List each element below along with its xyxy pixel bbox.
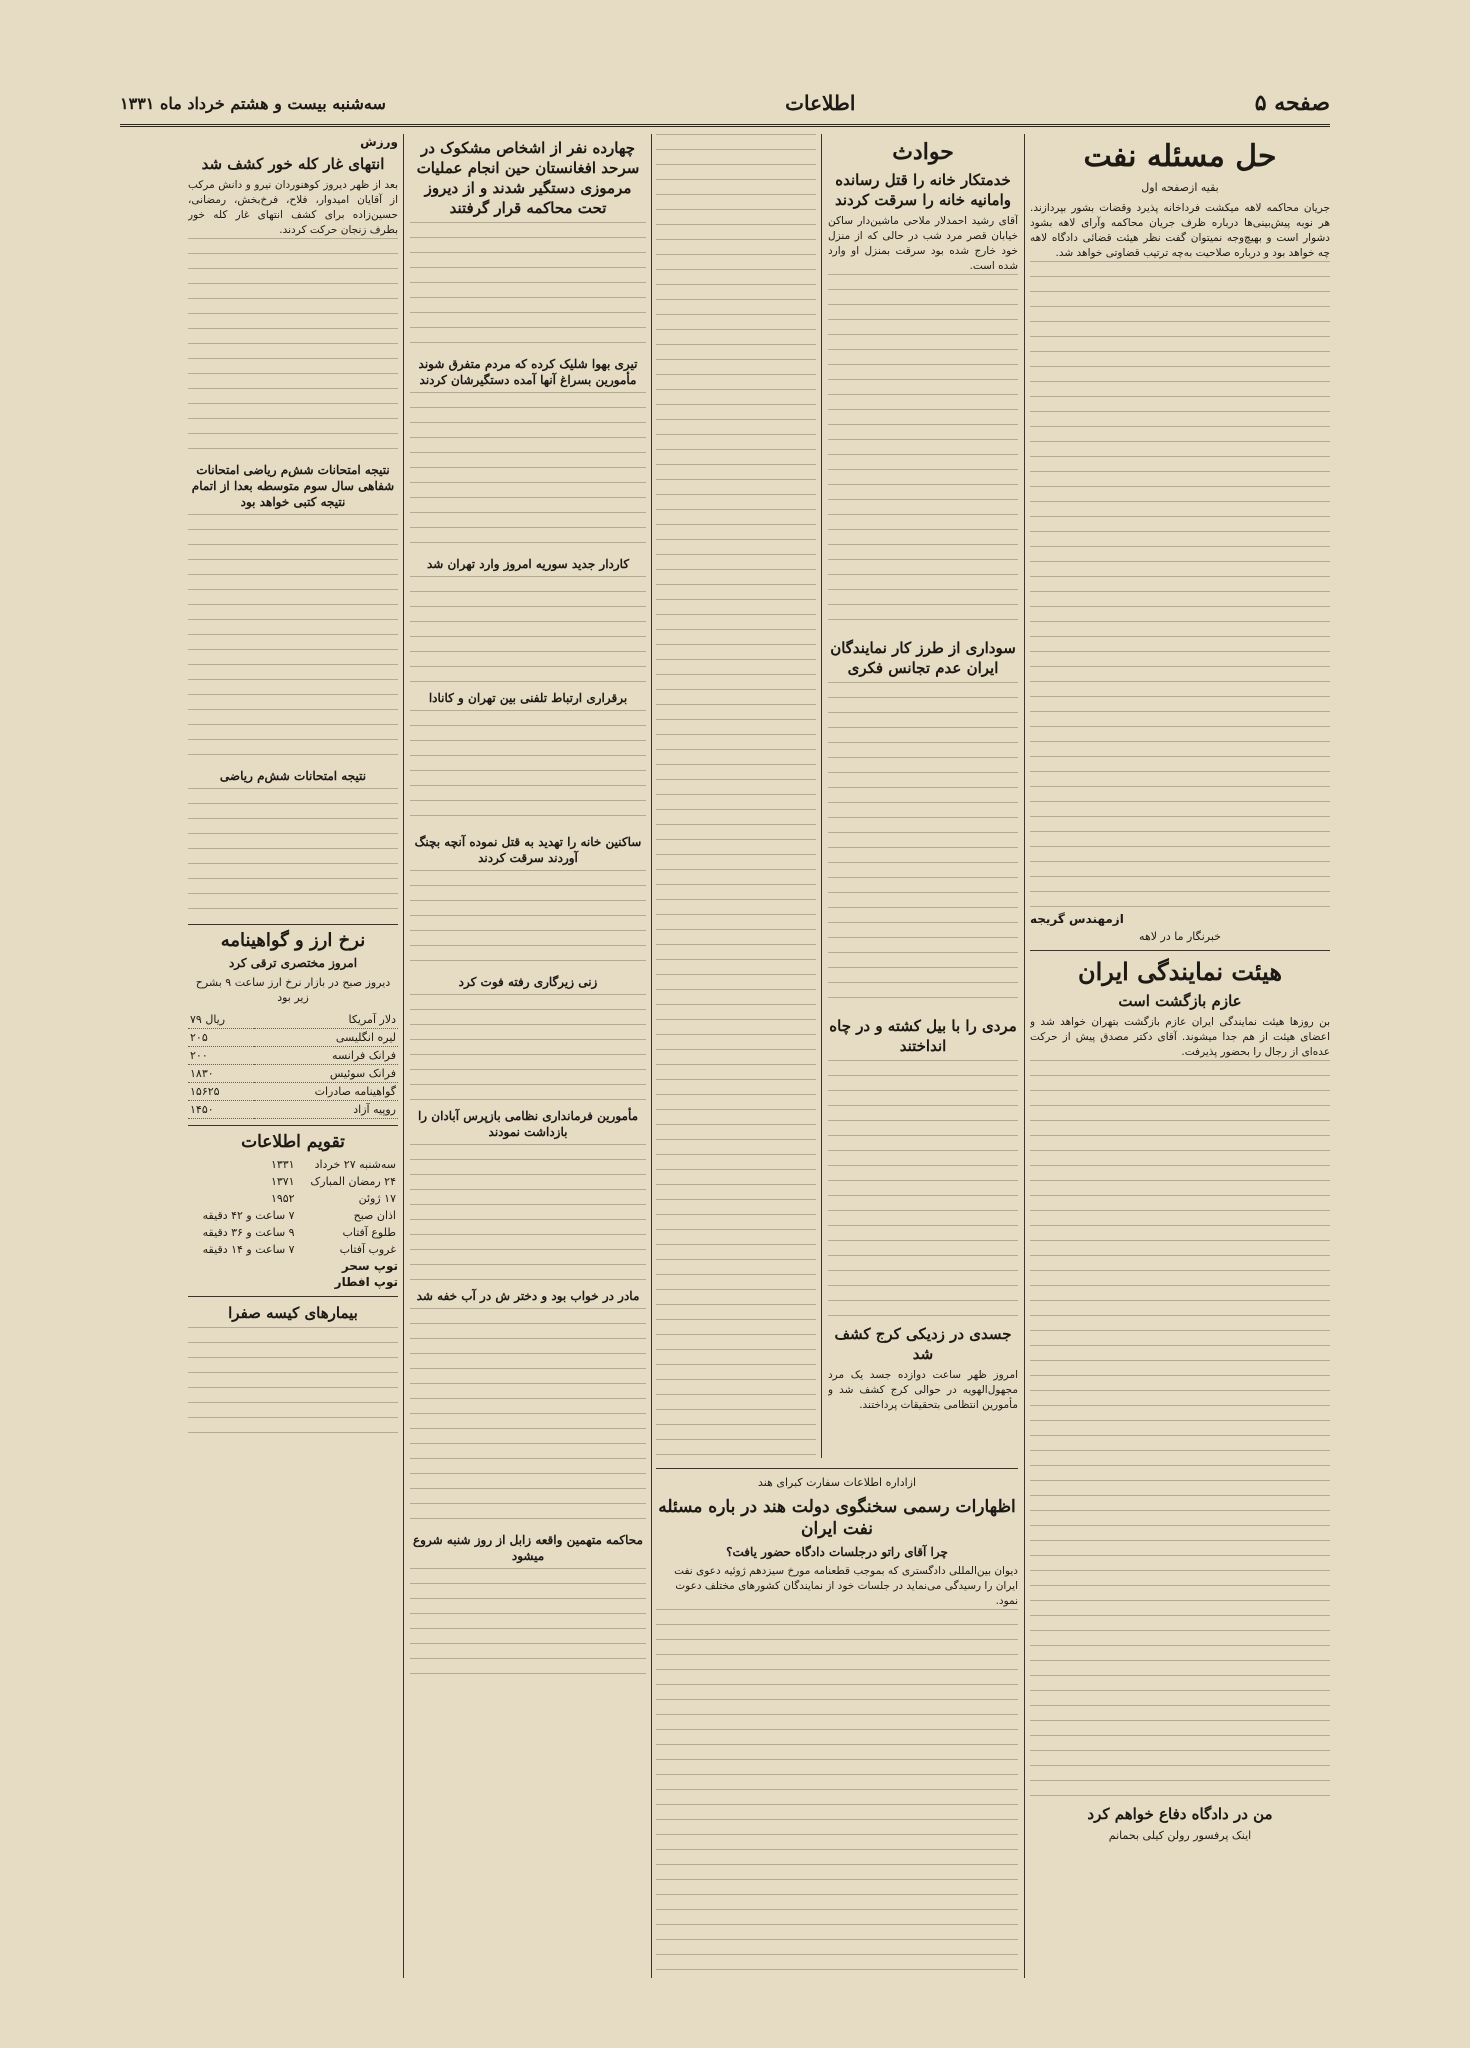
headline-oil: حل مسئله نفت — [1083, 139, 1277, 174]
calendar-row — [188, 1207, 398, 1224]
rate-row-label: گواهینامه صادرات — [254, 1083, 398, 1101]
rate-row — [188, 1065, 398, 1083]
article-text-block — [188, 514, 398, 764]
rate-row-label: لیره انگلیسی — [254, 1029, 398, 1047]
rate-row-value: ۱۵۶۲۵ — [188, 1083, 254, 1101]
subheadline-rao: چرا آقای راتو درجلسات دادگاه حضور یافت؟ — [726, 1545, 948, 1559]
rate-row-value: ۱۸۳۰ — [188, 1065, 254, 1083]
headline-cart: زنی زیرگاری رفته فوت کرد — [458, 975, 598, 989]
headline-delegation: هیئت نمایندگی ایران — [1077, 957, 1283, 986]
byline-sub: خبرنگار ما در لاهه — [1139, 930, 1221, 943]
article-text-block — [188, 1327, 398, 1437]
column-sports-rates — [188, 134, 398, 1978]
calendar-row-value: ۷ ساعت و ۴۲ دقیقه — [202, 1209, 295, 1222]
column-continuation — [656, 134, 816, 1458]
article-text-block — [410, 1568, 646, 1688]
article-text-block — [1030, 261, 1330, 911]
article-text-block — [410, 576, 646, 686]
rate-row-value: ۱۴۵۰ — [188, 1101, 254, 1119]
rates-note: دیروز صبح در بازار نرخ ارز ساعت ۹ بشرح زیر بود — [195, 976, 391, 1004]
article-text-block — [188, 238, 398, 458]
rate-row-label: روپیه آزاد — [254, 1101, 398, 1119]
continued-note: بقیه ازصفحه اول — [1141, 181, 1219, 194]
rate-row-label: فرانک فرانسه — [254, 1047, 398, 1065]
article-text-block — [410, 392, 646, 552]
headline-delegation-rumor: سوداری از طرز کار نمایندگان ایران عدم تجانس فکری — [830, 639, 1016, 677]
calendar-row-value: ۱۳۷۱ — [270, 1175, 295, 1188]
article-paragraph: امروز ظهر ساعت دوازده جسد یک مرد مجهول‌الهویه در حوالی کرج کشف شد و مأمورین انتظامی بتحقیقات پرداختند. — [828, 1369, 1018, 1411]
article-paragraph: دیوان بین‌المللی دادگستری که بموجب قطعنامه مورخ سیزدهم ژوئیه دعوی نفت ایران را رسیدگی می‌نماید در جلسات خود از نمایندگان کشورهای مختلف دعوت نمود. — [674, 1565, 1018, 1607]
headline-karaj: جسدی در زدیکی کرج کشف شد — [834, 1325, 1012, 1363]
headline-gunshot: تیری بهوا شلیک کرده که مردم متفرق شوند مأمورین بسراغ آنها آمده دستگیرشان کردند — [418, 357, 638, 387]
headline-robbery: ساکنین خانه را تهدید به قتل نموده آنچه بچنگ آوردند سرقت کردند — [414, 835, 642, 865]
rates-table — [188, 1011, 398, 1119]
byline: ازمهندس گریجه — [1030, 912, 1124, 926]
calendar-table — [188, 1156, 398, 1258]
article-text-block — [656, 134, 816, 1458]
calendar-row-label: ۱۷ ژوئن — [358, 1192, 396, 1205]
article-paragraph: جریان محاکمه لاهه میکشت فرداخانه پذیرد وقضات بشور بپردازند. هر نوبه پیش‌بینی‌ها درباره ظرف جریان محاکمه وآرای لاهه بشود دشوار است و بهیچ‌وجه نمیتوان گفت نظر هیئت قضائی دادگاه لاهه چه خواهد بود و درباره صلاحیت به‌چه ترتیب قضاوتی خواهد شد. — [1030, 202, 1330, 259]
headline-syria: کاردار جدید سوریه امروز وارد تهران شد — [426, 557, 630, 571]
rate-row — [188, 1083, 398, 1101]
issue-date: سه‌شنبه بیست و هشتم خرداد ماه ۱۳۳۱ — [120, 93, 386, 113]
calendar-row-value: ۱۳۳۱ — [270, 1158, 295, 1171]
headline-well: مردی را با بیل کشته و در چاه انداختند — [829, 1017, 1017, 1055]
article-text-block — [410, 994, 646, 1104]
page-number: صفحه ۵ — [1254, 90, 1330, 116]
article-text-block — [828, 274, 1018, 634]
article-text-block — [828, 1060, 1018, 1320]
article-text-block — [656, 1609, 1018, 1978]
rate-row — [188, 1029, 398, 1047]
headline-drowning: مادر در خواب بود و دختر ش در آب خفه شد — [416, 1289, 640, 1303]
calendar-iftar-gun: توپ افطار — [334, 1275, 398, 1289]
headline-abadan: مأمورین فرمانداری نظامی بازپرس آبادان را بازداشت نمودند — [417, 1109, 639, 1139]
rate-row — [188, 1011, 398, 1029]
calendar-row — [188, 1241, 398, 1258]
subheadline-rates: امروز مختصری ترقی کرد — [228, 956, 358, 970]
calendar-row-label: غروب آفتاب — [339, 1243, 396, 1256]
article-text-block — [1030, 1060, 1330, 1800]
calendar-row — [188, 1156, 398, 1173]
subheadline-defense: اینک پرفسور رولن کیلی بحمانم — [1108, 1829, 1252, 1842]
calendar-row-label: سه‌شنبه ۲۷ خرداد — [314, 1158, 396, 1171]
headline-murder: خدمتکار خانه را قتل رسانده وامانیه خانه را سرقت کردند — [834, 171, 1011, 209]
calendar-row-label: ۲۴ رمضان المبارک — [310, 1175, 396, 1188]
article-text-block — [410, 1144, 646, 1284]
article-paragraph: بن روزها هیئت نمایندگی ایران عازم بازگشت بتهران خواهد شد و اعضای هیئت از هم جدا میشوند. آقای دکتر مصدق پیش از حرکت عده‌ای از رجال را بحضور پذیرفت. — [1030, 1016, 1330, 1058]
calendar-dawn-gun: توپ سحر — [341, 1259, 398, 1273]
rate-row-value: ۷۹ ریال — [188, 1011, 254, 1029]
article-text-block — [188, 788, 398, 918]
section-sports: ورزش — [360, 135, 398, 149]
headline-hospital: بیمارهای کیسه صفرا — [228, 1304, 358, 1322]
article-text-block — [410, 222, 646, 352]
headline-exam-results: نتیجه امتحانات شش‌م ریاضی — [219, 769, 367, 783]
calendar-row-label: طلوع آفتاب — [342, 1226, 396, 1239]
calendar-row — [188, 1224, 398, 1241]
article-text-block — [410, 1308, 646, 1528]
headline-rates: نرخ ارز و گواهینامه — [220, 930, 366, 951]
headline-exams: نتیجه امتحانات شش‌م ریاضی امتحانات شفاهی سال سوم متوسطه بعدا از اتمام نتیجه کتبی خواهد بود — [191, 463, 395, 509]
headline-defense: من در دادگاه دفاع خواهم کرد — [1087, 1805, 1273, 1823]
rate-row-value: ۲۰۰ — [188, 1047, 254, 1065]
calendar-row-label: اذان صبح — [353, 1209, 396, 1222]
rate-row — [188, 1047, 398, 1065]
article-text-block — [410, 870, 646, 970]
page-header — [120, 82, 1330, 127]
rate-row-value: ۲۰۵ — [188, 1029, 254, 1047]
section-incidents: حوادث — [892, 139, 954, 165]
india-statement-article — [656, 1462, 1018, 1978]
headline-india: اظهارات رسمی سخنگوی دولت هند در باره مسئله نفت ایران — [658, 1497, 1016, 1539]
headline-calendar: تقویم اطلاعات — [241, 1132, 345, 1152]
headline-phone-canada: برقراری ارتباط تلفنی بین تهران و کانادا — [428, 691, 628, 705]
article-kicker: ازاداره اطلاعات سفارت کبرای هند — [757, 1476, 917, 1489]
article-paragraph: آقای رشید احمدلار ملاحی ماشین‌دار ساکن خیابان قصر مرد شب در حالی که از منزل خود خارج شده بود سرقت بمنزل او وارد شده است. — [828, 215, 1018, 272]
article-text-block — [410, 710, 646, 830]
headline-afghan-border: چهارده نفر از اشخاص مشکوک در سرحد افغانستان حین انجام عملیات مرموزی دستگیر شدند و از دیروز تحت محاکمه قرار گرفتند — [416, 139, 640, 217]
article-text-block — [828, 682, 1018, 1012]
column-oil-issue — [1030, 134, 1330, 1978]
calendar-row — [188, 1173, 398, 1190]
calendar-row-value: ۷ ساعت و ۱۴ دقیقه — [202, 1243, 295, 1256]
rate-row-label: فرانک سوئیس — [254, 1065, 398, 1083]
newspaper-name: اطلاعات — [785, 91, 856, 115]
headline-zabol-trial: محاکمه متهمین واقعه زابل از روز شنبه شروع میشود — [413, 1533, 643, 1563]
rate-row — [188, 1101, 398, 1119]
calendar-row — [188, 1190, 398, 1207]
subheadline-delegation: عازم بازگشت است — [1118, 992, 1242, 1010]
calendar-row-value: ۹ ساعت و ۳۶ دقیقه — [202, 1226, 295, 1239]
article-paragraph: بعد از ظهر دیروز کوهنوردان نیرو و دانش مرکب از آقایان امیدوار، فلاح، فرخ‌بخش، رمضانی، حسین‌زاده برای کشف انتهای غار کله خور بطرف زنجان حرکت کردند. — [188, 179, 398, 236]
calendar-row-value: ۱۹۵۲ — [270, 1192, 295, 1205]
headline-cave: انتهای غار کله خور کشف شد — [201, 155, 385, 173]
column-news — [410, 134, 646, 1978]
rate-row-label: دلار آمریکا — [254, 1011, 398, 1029]
